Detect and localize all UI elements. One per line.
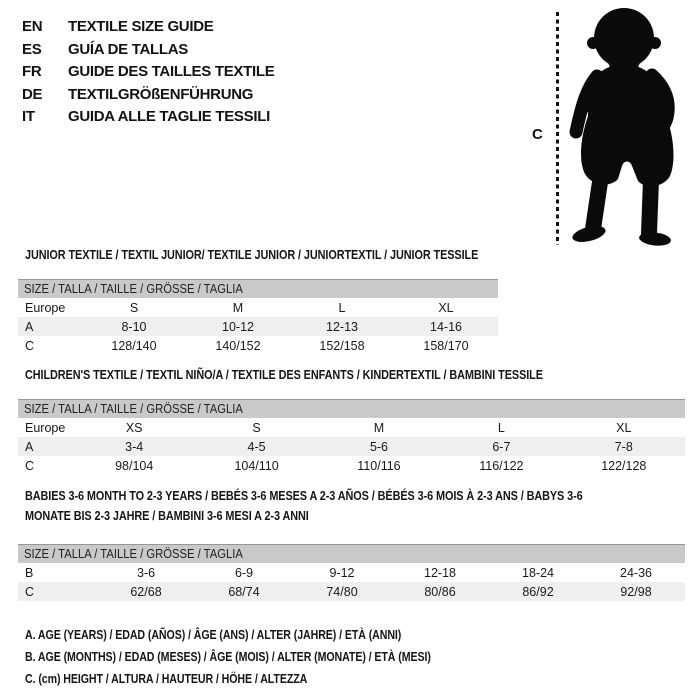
table-cell: 140/152 — [215, 338, 261, 353]
toddler-silhouette-icon — [563, 4, 697, 246]
table-cell: 6-9 — [234, 565, 254, 580]
children-size-table — [18, 399, 685, 475]
table-cell: 74/80 — [293, 582, 391, 601]
table-row-height — [18, 582, 685, 601]
table-cell: 116/122 — [479, 458, 524, 473]
table-row-age — [18, 317, 498, 336]
size-header-bar — [18, 280, 498, 299]
table-cell: 62/68 — [97, 582, 195, 601]
row-label: Europe — [25, 300, 66, 315]
language-label: TEXTILE SIZE GUIDE — [68, 18, 214, 35]
table-cell: 9-12 — [329, 565, 355, 580]
table-cell: 110/116 — [357, 458, 401, 473]
row-label: A — [18, 317, 82, 336]
table-cell: XL — [616, 420, 632, 435]
language-code: EN — [22, 18, 43, 35]
table-cell: 4-5 — [195, 437, 317, 456]
table-cell: XS — [125, 420, 143, 435]
language-row-it — [22, 106, 274, 129]
table-row-europe — [18, 418, 685, 437]
table-cell: L — [497, 420, 505, 435]
language-label: GUÍA DE TALLAS — [68, 40, 188, 58]
table-cell: M — [373, 420, 385, 435]
table-cell: 68/74 — [195, 582, 293, 601]
language-code: ES — [22, 40, 42, 58]
size-header-label: SIZE / TALLA / TAILLE / GRÖSSE / TAGLIA — [24, 402, 243, 416]
table-cell: 18-24 — [522, 565, 554, 580]
table-cell: 86/92 — [489, 582, 587, 601]
footnote-c: C. (cm) HEIGHT / ALTURA / HAUTEUR / HÖHE / ALTEZZA — [25, 672, 308, 686]
language-list — [22, 16, 274, 129]
size-header-label: SIZE / TALLA / TAILLE / GRÖSSE / TAGLIA — [24, 547, 243, 561]
row-label: B — [25, 565, 34, 580]
table-cell: 98/104 — [115, 458, 154, 473]
babies-size-table — [18, 544, 685, 601]
table-cell: 12-13 — [290, 317, 394, 336]
table-cell: 122/128 — [601, 458, 647, 473]
babies-section-title: BABIES 3-6 MONTH TO 2-3 YEARS / BEBÉS 3-6 MESES A 2-3 AÑOS / BÉBÉS 3-6 MOIS À 2-3 ANS / BABYS 3-6 MONATE BIS 2-3 JAHRE / BAMBINI 3-6 MESI A 2-3 ANNI — [25, 489, 583, 523]
footnotes — [25, 624, 431, 690]
height-measure-label: C — [532, 126, 543, 143]
table-cell: 14-16 — [394, 317, 498, 336]
junior-section-title: JUNIOR TEXTILE / TEXTIL JUNIOR/ TEXTILE JUNIOR / JUNIORTEXTIL / JUNIOR TESSILE — [25, 248, 479, 262]
table-row-height — [18, 456, 685, 475]
table-cell: 158/170 — [423, 338, 469, 353]
table-cell: 10-12 — [186, 317, 290, 336]
footnote-a: A. AGE (YEARS) / EDAD (AÑOS) / ÂGE (ANS) / ALTER (JAHRE) / ETÀ (ANNI) — [25, 628, 402, 642]
table-row-europe — [18, 298, 498, 317]
row-label: C — [25, 338, 35, 353]
row-label: C — [18, 582, 97, 601]
table-cell: 128/140 — [111, 338, 157, 353]
table-cell: 3-4 — [73, 437, 195, 456]
table-cell: 80/86 — [391, 582, 489, 601]
junior-size-table — [18, 279, 498, 355]
table-cell: 7-8 — [563, 437, 685, 456]
table-cell: 92/98 — [587, 582, 685, 601]
size-header-label: SIZE / TALLA / TAILLE / GRÖSSE / TAGLIA — [24, 282, 243, 296]
language-row-fr — [22, 61, 274, 84]
table-cell: M — [232, 300, 244, 315]
language-label: GUIDE DES TAILLES TEXTILE — [68, 63, 275, 80]
table-row-age — [18, 437, 685, 456]
language-label: GUIDA ALLE TAGLIE TESSILI — [68, 108, 270, 125]
table-cell: 3-6 — [136, 565, 156, 580]
footnote-b: B. AGE (MONTHS) / EDAD (MESES) / ÂGE (MOIS) / ALTER (MONATE) / ETÀ (MESI) — [25, 650, 431, 664]
language-row-es — [22, 39, 274, 62]
table-cell: XL — [438, 300, 454, 315]
table-cell: 5-6 — [318, 437, 440, 456]
height-measure-dashed-line — [556, 12, 559, 245]
table-cell: 12-18 — [424, 565, 456, 580]
table-cell: L — [338, 300, 346, 315]
language-row-de — [22, 84, 274, 107]
language-code: IT — [22, 108, 35, 125]
row-label: Europe — [25, 420, 66, 435]
size-header-bar — [18, 400, 685, 419]
table-row-months — [18, 563, 685, 582]
table-cell: S — [129, 300, 139, 315]
language-code: FR — [22, 63, 42, 80]
table-row-height — [18, 336, 498, 355]
table-cell: 104/110 — [234, 458, 279, 473]
table-cell: 24-36 — [620, 565, 652, 580]
language-code: DE — [22, 85, 43, 103]
table-cell: S — [252, 420, 261, 435]
row-label: C — [25, 458, 35, 473]
table-cell: 8-10 — [82, 317, 186, 336]
language-label: TEXTILGRÖßENFÜHRUNG — [68, 85, 254, 103]
row-label: A — [18, 437, 73, 456]
language-row-en — [22, 16, 274, 39]
table-cell: 6-7 — [440, 437, 562, 456]
children-section-title: CHILDREN'S TEXTILE / TEXTIL NIÑO/A / TEXTILE DES ENFANTS / KINDERTEXTIL / BAMBINI TESSILE — [25, 368, 543, 382]
table-cell: 152/158 — [319, 338, 365, 353]
size-header-bar — [18, 545, 685, 564]
